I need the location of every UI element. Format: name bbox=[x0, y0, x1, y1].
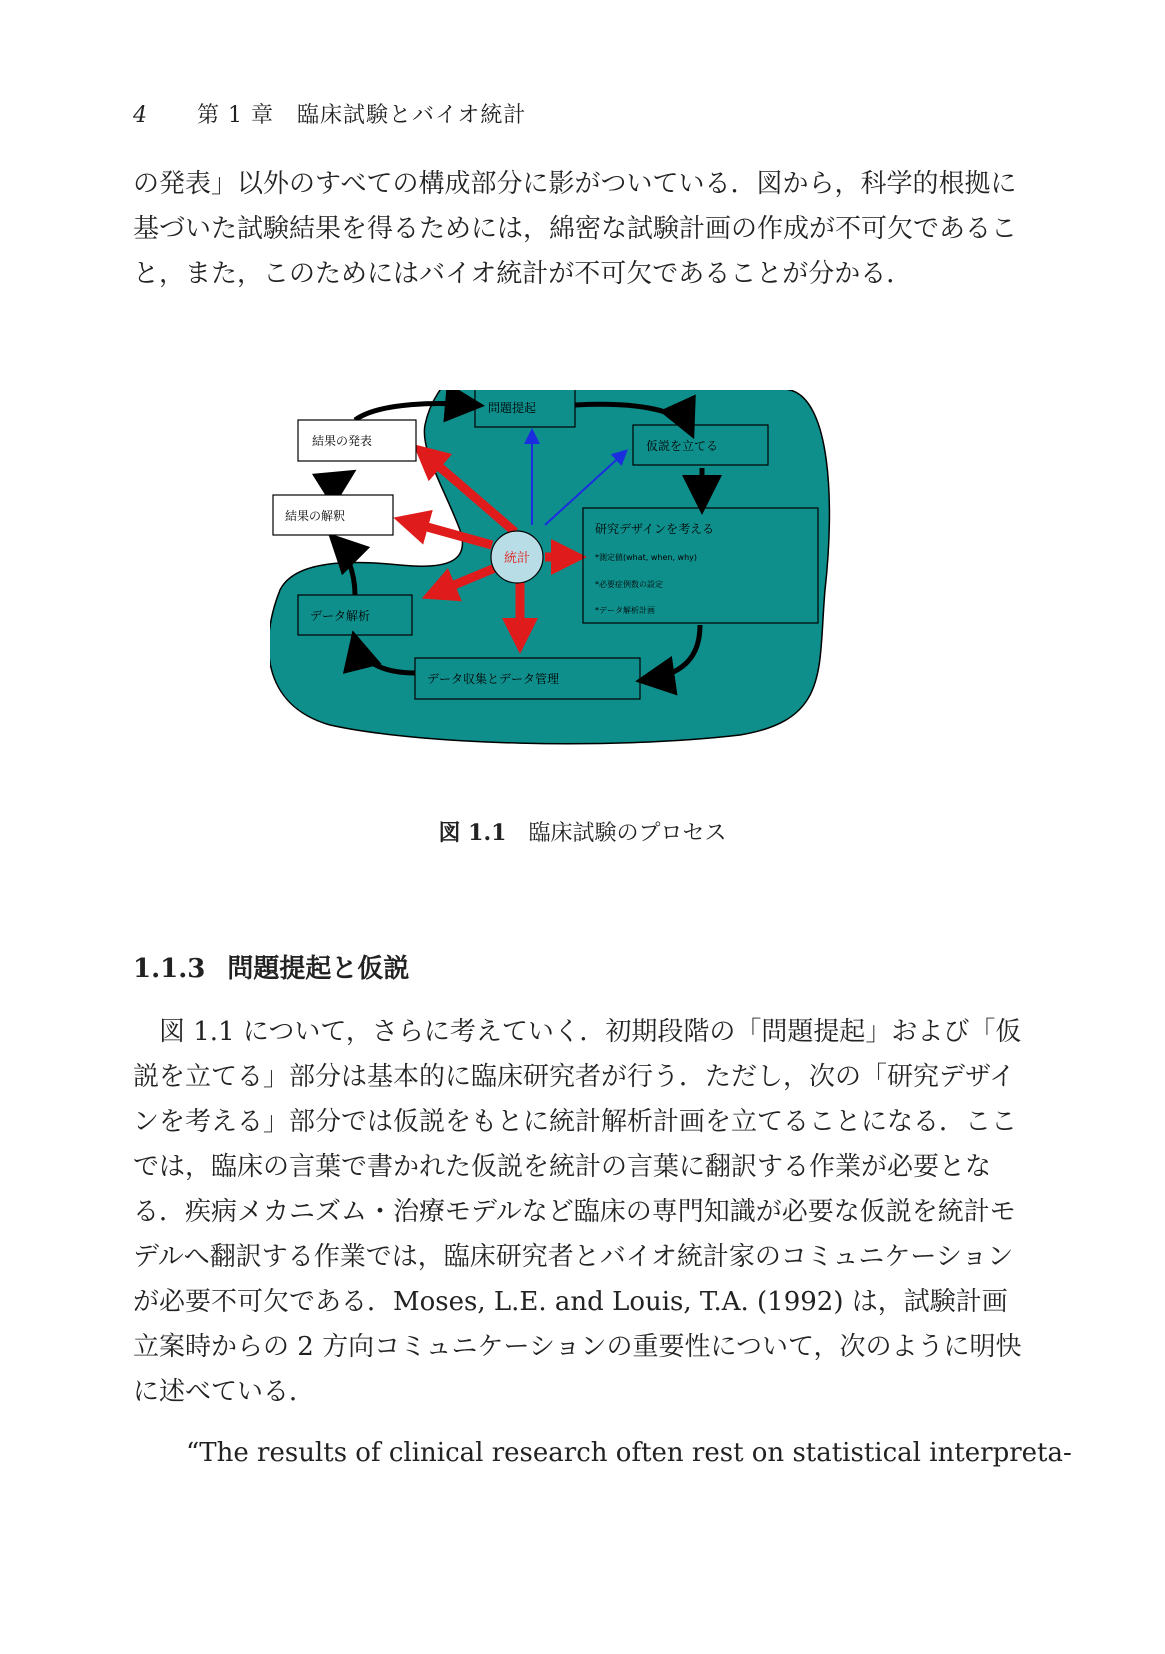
label-collection: データ収集とデータ管理 bbox=[427, 672, 560, 686]
section-title: 問題提起と仮説 bbox=[227, 954, 410, 984]
label-design-item3: *データ解析計画 bbox=[595, 606, 655, 615]
chapter-title: 第 1 章 臨床試験とバイオ統計 bbox=[197, 103, 527, 128]
label-design: 研究デザインを考える bbox=[595, 522, 715, 536]
label-design-item1: *測定値(what, when, why) bbox=[595, 553, 698, 562]
arrow-interpretation-to-publication bbox=[335, 475, 348, 492]
clinical-trial-process-diagram bbox=[270, 390, 890, 780]
caption-label: 図 1.1 bbox=[438, 820, 507, 846]
label-design-item2: *必要症例数の設定 bbox=[595, 580, 663, 589]
running-header bbox=[133, 98, 526, 129]
figure-caption bbox=[0, 816, 1165, 847]
quotation-start: “The results of clinical research often rest on statistical interpreta- bbox=[186, 1438, 1072, 1468]
label-interpretation: 結果の解釈 bbox=[285, 509, 346, 523]
paragraph-body: 図 1.1 について，さらに考えていく．初期段階の「問題提起」および「仮説を立てる」部分は基本的に臨床研究者が行う．ただし，次の「研究デザインを考える」部分では仮説をもとに統計解析計画を立てることになる．ここでは，臨床の言葉で書かれた仮説を統計の言葉に翻訳する作業が必要となる．疾病メカニズム・治療モデルなど臨床の専門知識が必要な仮説を統計モデルへ翻訳する作業では，臨床研究者とバイオ統計家のコミュニケーションが必要不可欠である．Moses, L.E. and Louis, T.A. (1992) は，試験計画立案時からの 2 方向コミュニケーションの重要性について，次のように明快に述べている． bbox=[133, 1017, 1022, 1407]
label-hypothesis: 仮説を立てる bbox=[646, 439, 719, 453]
label-publication: 結果の発表 bbox=[312, 434, 373, 448]
box-interpretation bbox=[273, 495, 393, 535]
section-heading bbox=[133, 948, 409, 985]
caption-text: 臨床試験のプロセス bbox=[528, 821, 727, 846]
paragraph-intro: の発表」以外のすべての構成部分に影がついている．図から，科学的根拠に基づいた試験結果を得るためには，綿密な試験計画の作成が不可欠であること，また，このためにはバイオ統計が不可欠であることが分かる． bbox=[133, 169, 1018, 289]
label-analysis: データ解析 bbox=[310, 609, 371, 623]
statistics-node bbox=[491, 531, 543, 583]
box-publication bbox=[298, 420, 416, 461]
page-number: 4 bbox=[133, 103, 148, 128]
section-number: 1.1.3 bbox=[133, 954, 206, 984]
label-statistics: 統計 bbox=[503, 551, 531, 566]
label-problem: 問題提起 bbox=[488, 401, 537, 415]
